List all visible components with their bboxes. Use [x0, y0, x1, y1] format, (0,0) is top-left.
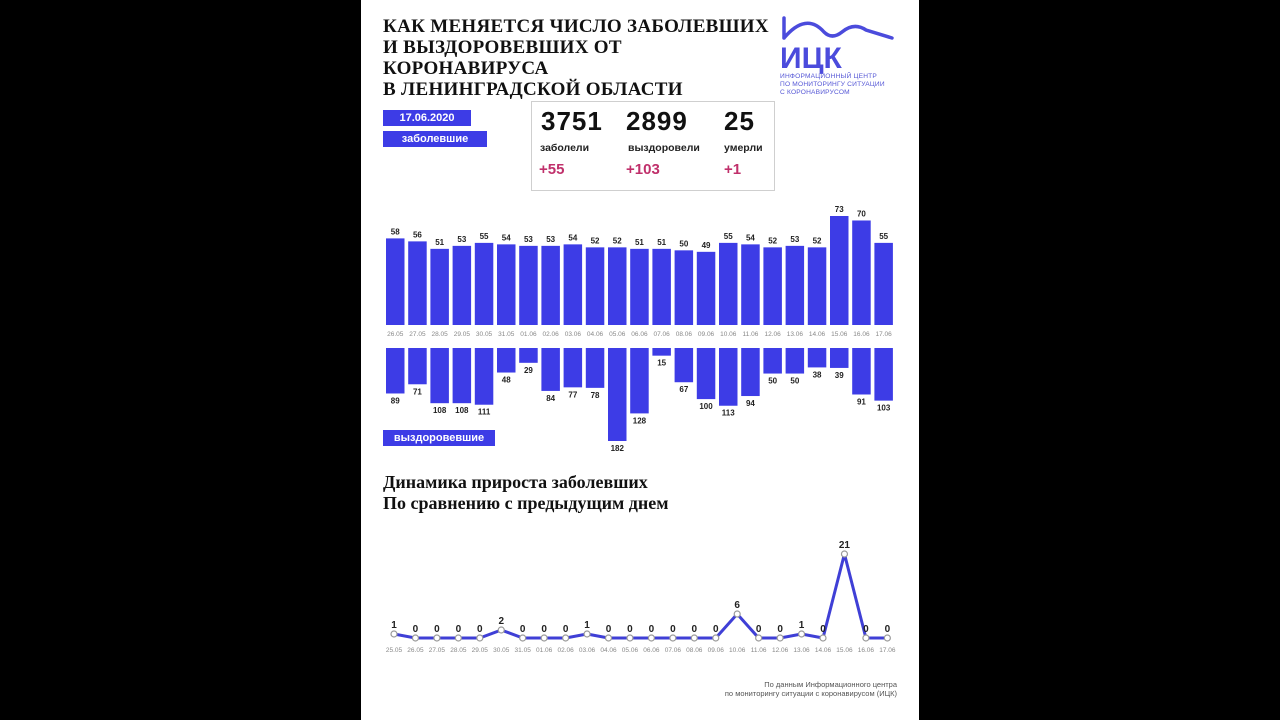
date-tick-label: 03.06 — [578, 647, 596, 654]
logo-caption — [780, 73, 915, 97]
sick-value-label: 54 — [745, 233, 755, 243]
sick-bar — [852, 220, 871, 325]
sick-bar — [719, 243, 738, 325]
increase-point — [541, 635, 547, 641]
date-tick-label: 30.05 — [493, 647, 510, 654]
sick-value-label: 70 — [856, 209, 866, 219]
increase-value-label: 0 — [648, 624, 655, 635]
increase-point — [606, 635, 612, 641]
increase-value-label: 0 — [691, 624, 698, 635]
increase-value-label: 0 — [412, 624, 419, 635]
date-tick-label: 15.06 — [831, 331, 848, 338]
recovered-value-label: 50 — [790, 376, 800, 386]
date-tick-label: 04.06 — [586, 331, 604, 338]
recovered-bar — [430, 348, 449, 403]
recovered-bar — [453, 348, 472, 403]
page-title — [383, 16, 769, 100]
recovered-value-label: 84 — [546, 393, 556, 403]
date-tick-label: 31.05 — [514, 647, 531, 654]
increase-value-label: 2 — [498, 616, 505, 627]
logo-caption-line: С КОРОНАВИРУСОМ — [780, 89, 850, 96]
sick-label: заболевшие — [383, 131, 487, 147]
sick-value-label: 53 — [546, 234, 556, 244]
sick-value-label: 49 — [701, 240, 711, 250]
recovered-bar — [741, 348, 760, 396]
recovered-bar — [652, 348, 671, 356]
recovered-bar — [630, 348, 649, 413]
bar-chart — [361, 150, 919, 460]
sick-value-label: 56 — [412, 230, 422, 240]
date-tick-label: 16.06 — [857, 647, 875, 654]
date-tick-label: 30.05 — [475, 331, 493, 338]
increase-value-label: 1 — [391, 620, 397, 631]
died-total-label: умерли — [724, 142, 763, 154]
sick-value-label: 55 — [879, 231, 889, 241]
recovered-bar — [564, 348, 583, 387]
date-tick-label: 25.05 — [385, 647, 403, 654]
increase-point — [477, 635, 483, 641]
recovered-value-label: 94 — [745, 399, 755, 409]
increase-point — [884, 635, 890, 641]
increase-point — [391, 631, 397, 637]
date-tick-label: 27.05 — [428, 647, 446, 654]
line-chart-title — [383, 472, 669, 514]
recovered-bar — [519, 348, 538, 363]
date-tick-label: 26.05 — [387, 331, 404, 338]
date-tick-label: 06.06 — [631, 331, 648, 338]
recovered-value-label: 50 — [768, 376, 778, 386]
sick-total: 3751 — [541, 106, 603, 136]
sick-bar — [608, 247, 627, 325]
sick-bar — [541, 246, 560, 325]
increase-value-label: 0 — [755, 624, 762, 635]
sick-bar — [408, 241, 427, 325]
sick-value-label: 51 — [435, 237, 445, 247]
source-line: по мониторингу ситуации с коронавирусом (ИЦК) — [724, 689, 897, 698]
recovered-total: 2899 — [626, 106, 688, 136]
sick-value-label: 53 — [457, 234, 467, 244]
increase-point — [627, 635, 633, 641]
sick-value-label: 52 — [590, 236, 600, 246]
subtitle-line: Динамика прироста заболевших — [383, 472, 648, 492]
sick-value-label: 52 — [768, 236, 778, 246]
recovered-value-label: 89 — [390, 396, 400, 406]
date-tick-label: 02.06 — [542, 331, 559, 338]
increase-value-label: 0 — [455, 624, 462, 635]
date-tick-label: 29.05 — [453, 331, 470, 338]
sick-value-label: 55 — [723, 231, 733, 241]
recovered-value-label: 100 — [699, 402, 713, 412]
date-tick-label: 08.06 — [675, 331, 692, 338]
increase-line — [394, 554, 887, 638]
date-tick-label: 28.05 — [450, 647, 467, 654]
increase-point — [820, 635, 826, 641]
date-tick-label: 01.06 — [520, 331, 537, 338]
sick-value-label: 52 — [812, 236, 822, 246]
sick-bar — [586, 247, 605, 325]
sick-bar — [808, 247, 827, 325]
recovered-value-label: 71 — [412, 387, 422, 397]
increase-point — [584, 631, 590, 637]
sick-bar — [564, 244, 583, 325]
sick-value-label: 52 — [612, 236, 622, 246]
recovered-value-label: 39 — [834, 370, 844, 380]
recovered-bar — [874, 348, 893, 401]
sick-bar — [675, 250, 694, 325]
recovered-value-label: 108 — [432, 406, 447, 416]
recovered-value-label: 78 — [590, 390, 600, 400]
recovered-value-label: 77 — [568, 390, 578, 400]
date-tick-label: 01.06 — [536, 647, 553, 654]
date-tick-label: 04.06 — [600, 647, 617, 654]
sick-bar — [386, 238, 405, 325]
recovered-bar — [763, 348, 782, 374]
source-note — [725, 680, 897, 698]
logo-name: ИЦК — [780, 42, 842, 74]
increase-value-label: 0 — [562, 624, 569, 635]
sick-bar — [830, 216, 849, 325]
increase-point — [691, 635, 697, 641]
title-line: И ВЫЗДОРОВЕВШИХ ОТ — [383, 37, 622, 58]
increase-point — [498, 627, 504, 633]
recovered-value-label: 38 — [812, 370, 822, 380]
date-tick-label: 10.06 — [729, 647, 746, 654]
increase-value-label: 0 — [820, 624, 826, 635]
recovered-bar — [475, 348, 494, 405]
date-tick-label: 06.06 — [643, 647, 660, 654]
sick-bar — [453, 246, 472, 325]
recovered-value-label: 113 — [721, 408, 735, 418]
increase-point — [670, 635, 676, 641]
sick-value-label: 53 — [523, 234, 533, 244]
date-tick-label: 03.06 — [564, 331, 581, 338]
increase-value-label: 1 — [798, 620, 805, 631]
date-tick-label: 05.06 — [609, 331, 626, 338]
logo-caption-line: ПО МОНИТОРИНГУ СИТУАЦИИ — [780, 81, 885, 88]
sick-delta: +55 — [539, 161, 565, 178]
date-tick-label: 12.06 — [764, 331, 781, 338]
recovered-value-label: 67 — [679, 385, 689, 395]
recovered-value-label: 15 — [657, 358, 667, 368]
date-badge: 17.06.2020 — [383, 110, 471, 126]
sick-bar — [741, 244, 760, 325]
date-tick-label: 14.06 — [814, 647, 832, 654]
increase-point — [455, 635, 461, 641]
recovered-bar — [697, 348, 716, 399]
recovered-bar — [786, 348, 805, 374]
increase-value-label: 0 — [627, 624, 633, 635]
date-tick-label: 17.06 — [879, 647, 896, 654]
recovered-bar — [719, 348, 738, 406]
increase-value-label: 21 — [838, 540, 851, 551]
sick-bar — [652, 249, 671, 325]
sick-value-label: 73 — [834, 205, 844, 214]
recovered-bar — [586, 348, 605, 388]
recovered-value-label: 108 — [455, 406, 469, 416]
recovered-bar — [675, 348, 694, 382]
infographic-poster — [361, 0, 919, 720]
sick-bar — [786, 246, 805, 325]
sick-bar — [697, 252, 716, 325]
date-tick-label: 09.06 — [707, 647, 724, 654]
increase-point — [648, 635, 654, 641]
sick-bar — [763, 247, 782, 325]
sick-bar — [519, 246, 538, 325]
date-tick-label: 31.05 — [498, 331, 515, 338]
sick-value-label: 54 — [568, 233, 578, 243]
date-tick-label: 27.05 — [409, 331, 426, 338]
sick-bar — [475, 243, 494, 325]
increase-point — [434, 635, 440, 641]
date-tick-label: 05.06 — [621, 647, 639, 654]
logo-caption-line: ИНФОРМАЦИОННЫЙ ЦЕНТР — [780, 73, 877, 80]
date-tick-label: 26.05 — [407, 647, 424, 654]
increase-value-label: 0 — [863, 624, 869, 635]
increase-value-label: 0 — [670, 624, 676, 635]
recovered-bar — [830, 348, 849, 368]
date-tick-label: 28.05 — [431, 331, 448, 338]
increase-point — [563, 635, 569, 641]
sick-value-label: 55 — [479, 231, 489, 241]
sick-value-label: 50 — [679, 239, 689, 249]
date-tick-label: 10.06 — [720, 331, 737, 338]
line-chart — [361, 525, 919, 665]
increase-point — [412, 635, 418, 641]
increase-value-label: 0 — [605, 624, 612, 635]
sick-bar — [874, 243, 893, 325]
increase-point — [734, 611, 740, 617]
increase-value-label: 0 — [777, 624, 783, 635]
date-tick-label: 08.06 — [686, 647, 703, 654]
recovered-value-label: 91 — [856, 397, 866, 407]
title-line: В ЛЕНИНГРАДСКОЙ ОБЛАСТИ — [383, 79, 683, 100]
recovered-bar — [808, 348, 827, 367]
date-tick-label: 15.06 — [836, 647, 853, 654]
increase-value-label: 0 — [519, 624, 526, 635]
date-tick-label: 13.06 — [786, 331, 803, 338]
recovered-value-label: 48 — [501, 375, 511, 385]
increase-value-label: 0 — [884, 624, 891, 635]
sick-value-label: 53 — [790, 234, 800, 244]
died-total: 25 — [724, 106, 755, 136]
recovered-bar — [541, 348, 560, 391]
sick-bar — [630, 249, 649, 325]
increase-point — [841, 551, 847, 557]
recovered-delta: +103 — [626, 161, 660, 178]
increase-point — [756, 635, 762, 641]
title-line: КОРОНАВИРУСА — [383, 58, 549, 79]
date-tick-label: 16.06 — [853, 331, 870, 338]
recovered-value-label: 29 — [523, 365, 533, 375]
recovered-bar — [408, 348, 427, 384]
increase-value-label: 0 — [434, 624, 440, 635]
increase-point — [713, 635, 719, 641]
increase-value-label: 0 — [477, 624, 483, 635]
sick-bar — [430, 249, 449, 325]
recovered-value-label: 103 — [876, 403, 891, 413]
increase-value-label: 6 — [734, 600, 740, 611]
increase-value-label: 0 — [541, 624, 547, 635]
date-tick-label: 29.05 — [471, 647, 488, 654]
date-tick-label: 07.06 — [664, 647, 681, 654]
sick-total-label: заболели — [540, 142, 590, 154]
recovered-value-label: 111 — [477, 407, 491, 417]
logo — [780, 10, 900, 74]
recovered-bar — [497, 348, 516, 373]
recovered-label: выздоровевшие — [383, 430, 495, 446]
recovered-total-label: выздоровели — [628, 142, 700, 154]
date-tick-label: 11.06 — [750, 647, 767, 654]
increase-point — [520, 635, 526, 641]
date-tick-label: 09.06 — [697, 331, 715, 338]
recovered-bar — [852, 348, 871, 395]
sick-value-label: 51 — [634, 237, 644, 247]
date-tick-label: 02.06 — [557, 647, 574, 654]
date-tick-label: 17.06 — [875, 331, 892, 338]
date-tick-label: 13.06 — [793, 647, 810, 654]
sick-value-label: 54 — [501, 233, 511, 243]
sick-bar — [497, 244, 516, 325]
date-tick-label: 12.06 — [771, 647, 789, 654]
died-delta: +1 — [724, 161, 742, 178]
recovered-bar — [608, 348, 627, 441]
title-line: КАК МЕНЯЕТСЯ ЧИСЛО ЗАБОЛЕВШИХ — [383, 16, 769, 37]
sick-value-label: 58 — [390, 227, 400, 237]
recovered-value-label: 182 — [610, 444, 624, 453]
logo-wave-icon — [784, 18, 892, 38]
sick-value-label: 51 — [657, 237, 667, 247]
date-tick-label: 11.06 — [742, 331, 759, 338]
recovered-value-label: 128 — [632, 416, 647, 426]
increase-value-label: 1 — [584, 620, 590, 631]
increase-point — [863, 635, 869, 641]
date-tick-label: 07.06 — [653, 331, 670, 338]
increase-value-label: 0 — [712, 624, 719, 635]
date-tick-label: 14.06 — [808, 331, 826, 338]
source-line: По данным Информационного центра — [764, 680, 897, 689]
increase-point — [799, 631, 805, 637]
subtitle-line: По сравнению с предыдущим днем — [383, 493, 669, 513]
increase-point — [777, 635, 783, 641]
recovered-bar — [386, 348, 405, 393]
